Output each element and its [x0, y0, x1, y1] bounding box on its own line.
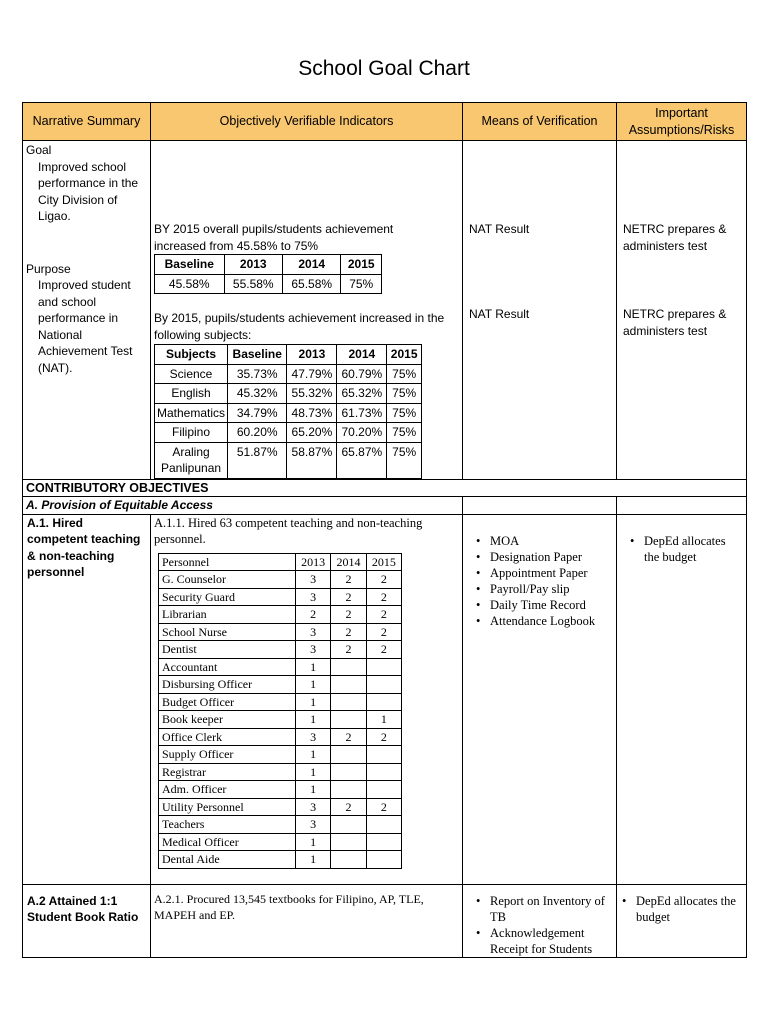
personnel-count — [366, 693, 401, 711]
subject-value: 70.20% — [337, 423, 387, 443]
personnel-row — [159, 623, 402, 641]
personnel-name: Dental Aide — [159, 851, 296, 869]
subject-value: 35.73% — [228, 364, 287, 384]
section-a-row — [23, 497, 747, 515]
subject-row — [155, 442, 422, 478]
overall-value-2013: 55.58% — [224, 274, 282, 294]
personnel-header: 2014 — [331, 553, 366, 571]
a2-indicator: A.2.1. Procured 13,545 textbooks for Filipino, AP, TLE, MAPEH and EP. — [151, 884, 463, 957]
personnel-count: 2 — [296, 606, 331, 624]
a1-indicator: A.1.1. Hired 63 competent teaching and non-teaching personnel. — [154, 515, 423, 546]
subjects-header: 2013 — [287, 345, 337, 365]
personnel-count: 2 — [331, 623, 366, 641]
personnel-count: 1 — [296, 676, 331, 694]
personnel-count: 3 — [296, 641, 331, 659]
subjects-header: Baseline — [228, 345, 287, 365]
a1-label: A.1. Hired competent teaching & non-teaching personnel — [23, 514, 151, 884]
personnel-count: 2 — [366, 798, 401, 816]
list-item: • MOA — [490, 533, 613, 549]
subject-value: 75% — [387, 384, 422, 404]
personnel-name: G. Counselor — [159, 571, 296, 589]
header-risks: Important Assumptions/Risks — [617, 103, 747, 141]
personnel-name: Librarian — [159, 606, 296, 624]
subject-name: Araling Panlipunan — [155, 442, 228, 478]
list-item: • Appointment Paper — [490, 565, 613, 581]
list-item: • Acknowledgement Receipt for Students — [490, 925, 613, 957]
overall-header-baseline: Baseline — [155, 255, 225, 275]
personnel-row — [159, 781, 402, 799]
personnel-row — [159, 728, 402, 746]
personnel-count — [331, 693, 366, 711]
list-item: • Attendance Logbook — [490, 613, 613, 629]
personnel-row — [159, 763, 402, 781]
personnel-count — [366, 763, 401, 781]
subject-value: 75% — [387, 442, 422, 478]
personnel-name: Accountant — [159, 658, 296, 676]
personnel-count — [366, 746, 401, 764]
personnel-count — [331, 833, 366, 851]
personnel-count — [366, 833, 401, 851]
personnel-count — [331, 851, 366, 869]
subject-row — [155, 384, 422, 404]
contributory-title: CONTRIBUTORY OBJECTIVES — [23, 479, 747, 497]
personnel-count: 1 — [296, 693, 331, 711]
personnel-count: 2 — [331, 641, 366, 659]
personnel-count: 1 — [296, 746, 331, 764]
list-item: • Designation Paper — [490, 549, 613, 565]
purpose-means: NAT Result — [469, 306, 530, 321]
header-narrative: Narrative Summary — [23, 103, 151, 141]
personnel-name: Adm. Officer — [159, 781, 296, 799]
page-title: School Goal Chart — [298, 57, 470, 80]
subject-name: Mathematics — [155, 403, 228, 423]
a1-means-list — [466, 533, 613, 629]
list-item: • Report on Inventory of TB — [490, 893, 613, 925]
subject-value: 75% — [387, 403, 422, 423]
overall-header-2014: 2014 — [282, 255, 340, 275]
personnel-count — [366, 676, 401, 694]
list-item: • DepEd allocates the budget — [644, 533, 743, 565]
subjects-header: 2014 — [337, 345, 387, 365]
subject-value: 47.79% — [287, 364, 337, 384]
personnel-row — [159, 676, 402, 694]
overall-value-2014: 65.58% — [282, 274, 340, 294]
a2-label: A.2 Attained 1:1 Student Book Ratio — [23, 884, 151, 957]
purpose-indicator: By 2015, pupils/students achievement increased in the following subjects: — [154, 311, 445, 342]
subject-name: Filipino — [155, 423, 228, 443]
header-means: Means of Verification — [463, 103, 617, 141]
personnel-count: 1 — [296, 763, 331, 781]
personnel-count — [366, 658, 401, 676]
goal-chart-table — [22, 102, 747, 958]
personnel-row — [159, 833, 402, 851]
personnel-count — [331, 746, 366, 764]
goal-risk: NETRC prepares & administers test — [623, 222, 727, 253]
subject-value: 51.87% — [228, 442, 287, 478]
subject-value: 65.32% — [337, 384, 387, 404]
personnel-count — [366, 781, 401, 799]
personnel-count: 2 — [331, 728, 366, 746]
goal-text: Improved school performance in the City Division of Ligao. — [38, 159, 139, 223]
personnel-name: Disbursing Officer — [159, 676, 296, 694]
personnel-count — [331, 658, 366, 676]
overall-value-2015: 75% — [341, 274, 382, 294]
personnel-count — [331, 676, 366, 694]
header-indicators: Objectively Verifiable Indicators — [151, 103, 463, 141]
personnel-count — [331, 711, 366, 729]
personnel-count: 1 — [296, 851, 331, 869]
personnel-row — [159, 606, 402, 624]
personnel-count: 2 — [366, 641, 401, 659]
list-item: • DepEd allocates the budget — [636, 893, 743, 925]
subject-value: 60.79% — [337, 364, 387, 384]
purpose-text: Improved student and school performance in National Achievement Test (NAT). — [38, 278, 133, 375]
overall-value-baseline: 45.58% — [155, 274, 225, 294]
personnel-row — [159, 711, 402, 729]
list-item: • Daily Time Record — [490, 597, 613, 613]
personnel-count: 3 — [296, 816, 331, 834]
personnel-row — [159, 746, 402, 764]
personnel-count: 2 — [366, 571, 401, 589]
subject-value: 61.73% — [337, 403, 387, 423]
personnel-name: Teachers — [159, 816, 296, 834]
personnel-header: Personnel — [159, 553, 296, 571]
a2-means-list — [466, 893, 613, 957]
personnel-count — [331, 781, 366, 799]
overall-header-2015: 2015 — [341, 255, 382, 275]
personnel-count — [366, 816, 401, 834]
personnel-row — [159, 693, 402, 711]
personnel-row — [159, 641, 402, 659]
overall-achievement-table — [154, 254, 382, 294]
subject-value: 48.73% — [287, 403, 337, 423]
purpose-label: Purpose — [26, 261, 71, 276]
subject-value: 58.87% — [287, 442, 337, 478]
goal-indicator-line1: BY 2015 overall pupils/students achievement — [154, 222, 394, 236]
personnel-count: 2 — [366, 728, 401, 746]
personnel-count: 2 — [366, 623, 401, 641]
personnel-count: 3 — [296, 623, 331, 641]
goal-means: NAT Result — [469, 222, 530, 236]
personnel-name: Book keeper — [159, 711, 296, 729]
subjects-table — [154, 344, 422, 479]
subject-name: Science — [155, 364, 228, 384]
overall-header-2013: 2013 — [224, 255, 282, 275]
personnel-row — [159, 588, 402, 606]
subject-row — [155, 364, 422, 384]
a1-row — [23, 514, 747, 884]
subject-value: 55.32% — [287, 384, 337, 404]
subject-row — [155, 403, 422, 423]
personnel-count: 1 — [366, 711, 401, 729]
personnel-name: Budget Officer — [159, 693, 296, 711]
personnel-count: 3 — [296, 588, 331, 606]
personnel-count: 3 — [296, 728, 331, 746]
personnel-name: Supply Officer — [159, 746, 296, 764]
list-item: • Payroll/Pay slip — [490, 581, 613, 597]
section-a-title: A. Provision of Equitable Access — [23, 497, 463, 515]
subject-value: 65.20% — [287, 423, 337, 443]
subject-row — [155, 423, 422, 443]
subject-value: 34.79% — [228, 403, 287, 423]
personnel-table — [158, 553, 402, 869]
subject-value: 75% — [387, 423, 422, 443]
personnel-count: 2 — [331, 571, 366, 589]
personnel-count — [331, 763, 366, 781]
personnel-header: 2013 — [296, 553, 331, 571]
personnel-count: 3 — [296, 571, 331, 589]
personnel-count: 2 — [331, 606, 366, 624]
personnel-count: 1 — [296, 781, 331, 799]
subject-value: 65.87% — [337, 442, 387, 478]
a1-risk-list — [620, 533, 743, 565]
personnel-row — [159, 798, 402, 816]
purpose-risk: NETRC prepares & administers test — [623, 307, 727, 338]
personnel-count: 2 — [331, 798, 366, 816]
a2-row — [23, 884, 747, 957]
contributory-row — [23, 479, 747, 497]
personnel-name: School Nurse — [159, 623, 296, 641]
personnel-row — [159, 571, 402, 589]
subject-value: 60.20% — [228, 423, 287, 443]
personnel-row — [159, 658, 402, 676]
goal-indicator-line2: increased from 45.58% to 75% — [154, 238, 319, 253]
personnel-row — [159, 816, 402, 834]
personnel-name: Dentist — [159, 641, 296, 659]
personnel-count: 2 — [331, 588, 366, 606]
personnel-name: Registrar — [159, 763, 296, 781]
subject-name: English — [155, 384, 228, 404]
goal-label: Goal — [26, 143, 52, 157]
subjects-header: Subjects — [155, 345, 228, 365]
personnel-count: 3 — [296, 798, 331, 816]
personnel-count: 1 — [296, 833, 331, 851]
header-row — [23, 103, 747, 141]
subjects-header: 2015 — [387, 345, 422, 365]
a2-risk-list — [620, 893, 743, 925]
personnel-count: 1 — [296, 711, 331, 729]
personnel-header: 2015 — [366, 553, 401, 571]
subject-value: 75% — [387, 364, 422, 384]
personnel-row — [159, 851, 402, 869]
personnel-name: Security Guard — [159, 588, 296, 606]
subject-value: 45.32% — [228, 384, 287, 404]
personnel-count — [366, 851, 401, 869]
personnel-count — [331, 816, 366, 834]
personnel-count: 1 — [296, 658, 331, 676]
personnel-count: 2 — [366, 606, 401, 624]
goal-purpose-row — [23, 141, 747, 480]
personnel-name: Office Clerk — [159, 728, 296, 746]
personnel-count: 2 — [366, 588, 401, 606]
personnel-name: Medical Officer — [159, 833, 296, 851]
personnel-name: Utility Personnel — [159, 798, 296, 816]
